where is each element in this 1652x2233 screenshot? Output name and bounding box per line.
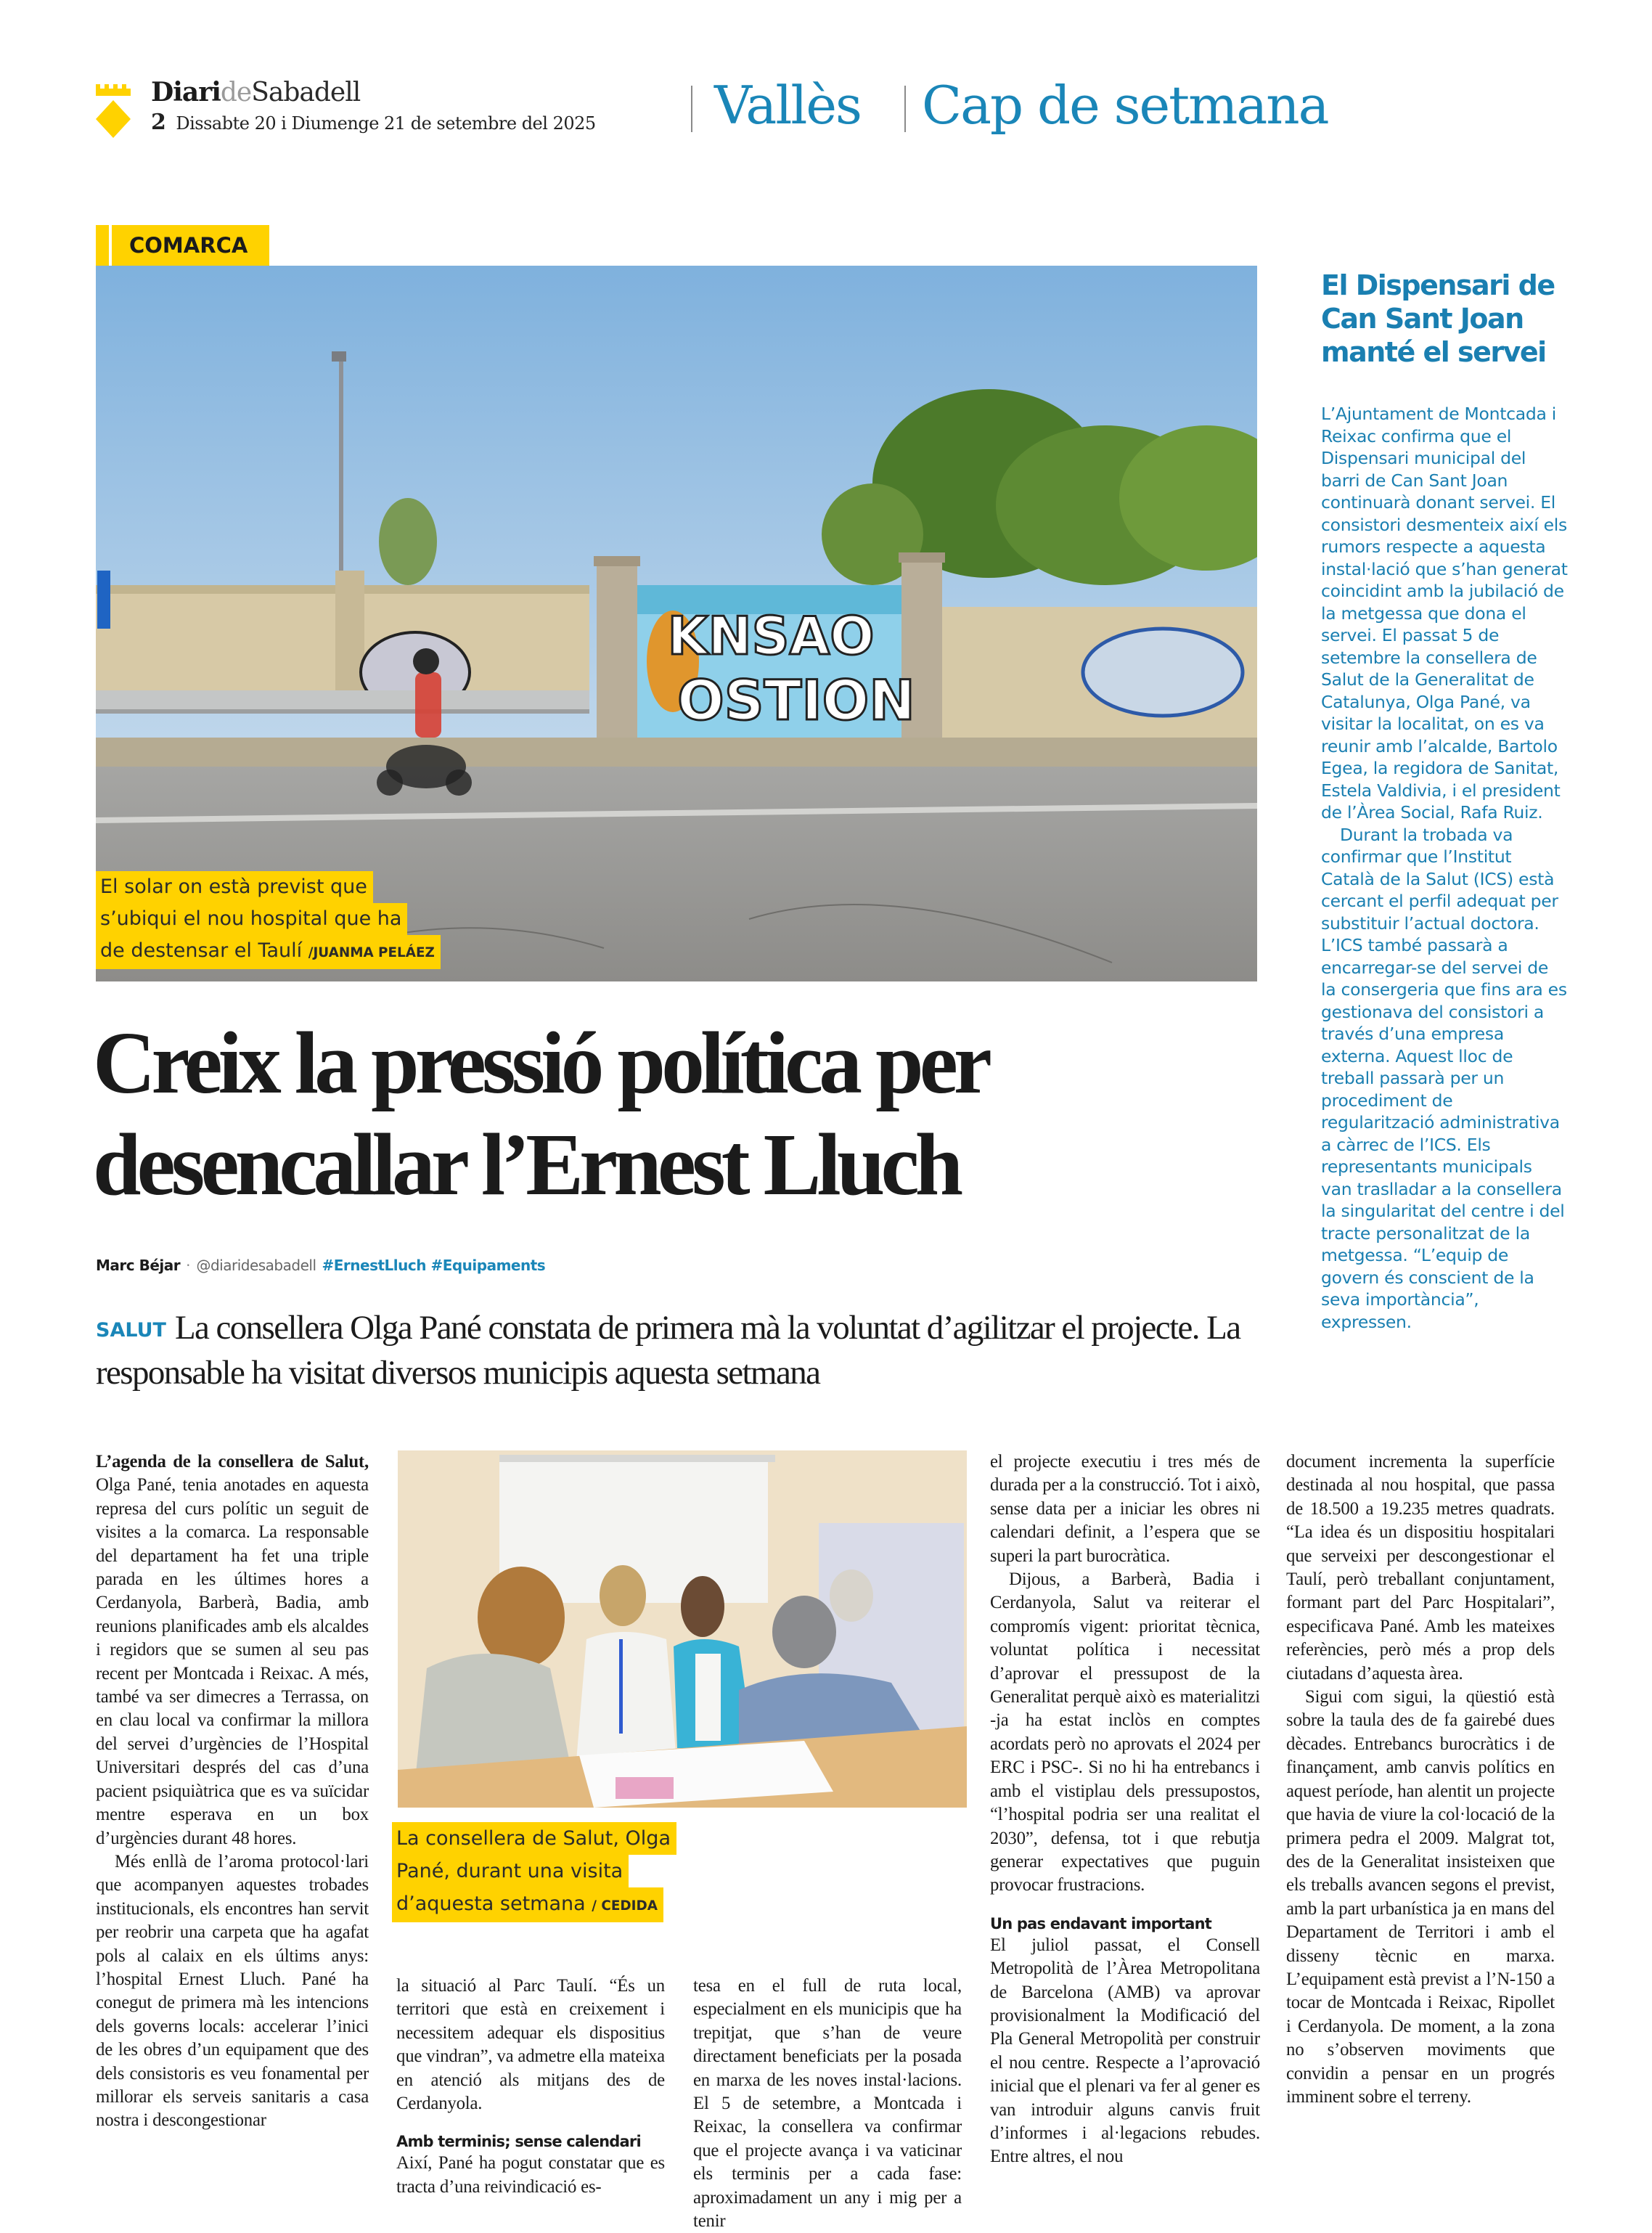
- caption-line: La consellera de Salut, Olga: [392, 1822, 676, 1855]
- section-subheading: Amb terminis; sense calendari: [396, 2133, 641, 2151]
- meeting-photo-caption: [392, 1822, 676, 1922]
- body-column-3: [693, 1975, 962, 2233]
- brand-de: de: [220, 78, 252, 107]
- article-headline: Creix la pressió política per desencallar l’Ernest Lluch: [93, 1014, 986, 1214]
- body-paragraph: Així, Pané ha pogut constatar que es tracta d’una reivindicació es-: [396, 2153, 665, 2197]
- category-tag[interactable]: [96, 225, 269, 266]
- subsection-title[interactable]: Cap de setmana: [922, 75, 1328, 136]
- brand-sabadell: Sabadell: [251, 78, 361, 107]
- body-paragraph: Dijous, a Barberà, Badia i Cerdanyola, Salut va reiterar el compromís vigent: prioritat tècnica, voluntat política i necessitat d’aprovar el pressupost de la Generalitat perquè això es materialitzi -ja ha estat inclòs en comptes acordats però no aprovats el 2024 per ERC i PSC-. Si no hi ha entrebancs i amb el vistiplau dels pressupostos, “l’hospital podria ser una realitat el 2030”, defensa, tot i que rebutja generar expectatives que puguin provocar frustracions.: [990, 1569, 1260, 1895]
- sidebar-paragraph: L’Ajuntament de Montcada i Reixac confirma que el Dispensari municipal del barri de Can Sant Joan continuarà donant servei. El consistori desmenteix així els rumors respecte a aquesta instal·lació que s’han generat coincidint amb la jubilació de la metgessa que dona el servei. El passat 5 de setembre la consellera de Salut de la Generalitat de Catalunya, Olga Pané, va visitar la localitat, on es va reunir amb l’alcalde, Bartolo Egea, la regidora de Sanitat, Estela Valdivia, i el president de l’Àrea Social, Rafa Ruiz.: [1321, 404, 1568, 822]
- byline: [96, 1254, 545, 1276]
- page-number: 2: [151, 110, 166, 135]
- body-paragraph: Sigui com sigui, la qüestió està sobre la taula des de fa gairebé dues dècades. Entrebancs burocràtics i de finançament, amb canvis polítics en aquest període, han alentit un projecte que havia de viure la col·locació de la primera pedra el 2009. Malgrat tot, des de la Generalitat insisteixen que els treballs avancen segons el previst, amb la part urbanística ja en mans del Departament de Territori i amb el disseny tècnic en marxa. L’equipament està previst a l’N-150 a tocar de Montcada i Reixac, Ripollet i Cerdanyola. De moment, a la zona no s’observen moviments que convidin a pensar en un progrés imminent sobre el terreny.: [1286, 1687, 1555, 2107]
- graffiti-text-1: KNSAO: [667, 605, 875, 666]
- graffiti-text-2: OSTION: [677, 668, 915, 732]
- main-photo-caption: [96, 871, 441, 969]
- brand-diari: Diari: [151, 77, 221, 107]
- category-tag-label: COMARCA: [129, 233, 248, 258]
- subhead-text: La consellera Olga Pané constata de primera mà la voluntat d’agilitzar el projecte. La responsable ha visitat diversos municipis aquesta setmana: [96, 1309, 1240, 1392]
- caption-line: s’ubiqui el nou hospital que ha: [96, 903, 407, 935]
- sidebar-body: [1321, 403, 1568, 1333]
- tag-stripe: [96, 225, 112, 266]
- section-divider: [904, 86, 906, 132]
- section-subheading: Un pas endavant important: [990, 1914, 1211, 1932]
- caption-line: d’aquesta setmana: [396, 1893, 586, 1915]
- page-info: [151, 112, 596, 134]
- body-column-4: [990, 1450, 1260, 2169]
- hashtags[interactable]: #ErnestLluch #Equipaments: [322, 1257, 546, 1274]
- photo-credit: /JUANMA PELÁEZ: [308, 945, 435, 960]
- body-paragraph: Més enllà de l’aroma protocol·lari que acompanyen aquestes trobades institucionals, els encontres han servit per reobrir una carpeta que ha agafat pols al calaix en els últims anys: l’hospital Ernest Lluch. Pané ha conegut de primera mà les intencions dels governs locals: accelerar l’inici de les obres d’un equipament que des dels consistoris es veu fonamental per millorar els serveis sanitaris a casa nostra i descongestionar: [96, 1851, 369, 2131]
- body-column-5: [1286, 1450, 1555, 2109]
- sidebar-paragraph: Durant la trobada va confirmar que l’Institut Català de la Salut (ICS) està cercant el perfil adequat per substituir l’actual doctora. L’ICS també passarà a encarregar-se del servei de la consergeria que fins ara es gestionava del consistori a través d’una empresa externa. Aquest lloc de treball passarà per un procediment de regularització administrativa a càrrec de l’ICS. Els representants municipals van traslladar a la consellera la singularitat del centre i del tracte personalitzat de la metgessa. “L’equip de govern és conscient de la seva importància”, expressen.: [1321, 824, 1567, 1332]
- newspaper-logo-crown-icon: [93, 81, 134, 139]
- body-paragraph: el projecte executiu i tres més de durada per a la construcció. Tot i això, sense data per a iniciar les obres ni calendari definit, a l’espera que se superi la part burocràtica.: [990, 1452, 1260, 1566]
- article-subhead: [96, 1307, 1257, 1395]
- body-paragraph: tesa en el full de ruta local, especialment en els municipis que ha trepitjat, que s’han de veure directament beneficiats per la posada en marxa de les noves instal·lacions. El 5 de setembre, a Montcada i Reixac, la consellera va confirmar que el projecte avança i va vaticinar els terminis per a cada fase: aproximadament un any i mig per a tenir: [693, 1976, 962, 2232]
- body-paragraph: document incrementa la superfície destinada al nou hospital, que passa de 18.500 a 19.235 metres quadrats. “La idea és un dispositiu hospitalari que serveixi per descongestionar el Taulí, però treballant conjuntament, formant part del Parc Hospitalari”, especificava Pané. Amb les mateixes referències, però més a prop dels ciutadans d’aquesta àrea.: [1286, 1452, 1555, 1683]
- section-divider: [691, 86, 692, 132]
- body-paragraph: la situació al Parc Taulí. “És un territori que està en creixement i necessitem adequar els dispositius que vindran”, va admetre ella mateixa en atenció als mitjans des de Cerdanyola.: [396, 1976, 665, 2114]
- caption-line: Pané, durant una visita: [392, 1855, 629, 1887]
- social-handle[interactable]: @diaridesabadell: [196, 1257, 316, 1274]
- paragraph-text: Olga Pané, tenia anotades en aquesta represa del curs polític un seguit de visites a la comarca. La responsable del departament ha fet una triple parada en les últimes hores a Cerdanyola, Barberà, Badia, amb reunions planificades amb els alcaldes i regidors que se sumen al seu pas recent per Montcada i Reixac. A més, també va ser dimecres a Terrassa, on en clau local va confirmar la millora del servei d’urgències de l’Hospital Universitari després del cas d’una pacient psiquiàtrica que es va suïcidar mentre esperava en un box d’urgències durant 48 hores.: [96, 1475, 369, 1848]
- caption-line: de destensar el Taulí: [100, 939, 303, 962]
- section-title[interactable]: Vallès: [714, 75, 861, 136]
- author-name[interactable]: Marc Béjar: [96, 1257, 181, 1274]
- photo-credit: / CEDIDA: [592, 1898, 658, 1914]
- meeting-scene-illustration: [398, 1450, 967, 1808]
- body-paragraph: [96, 1450, 369, 1850]
- meeting-photo[interactable]: [398, 1450, 967, 1808]
- body-column-1: [96, 1450, 369, 2133]
- issue-date: Dissabte 20 i Diumenge 21 de setembre del 2025: [176, 113, 596, 134]
- body-paragraph: El juliol passat, el Consell Metropolità de l’Àrea Metropolitana de Barcelona (AMB) va aprovar provisionalment la Modificació del Pla General Metropolità per construir el nou centre. Respecte a l’aprovació inicial que el plenari va fer al gener es van introduir alguns canvis fruit d’informes i al·legacions rebudes. Entre altres, el nou: [990, 1935, 1260, 2167]
- caption-line: El solar on està previst que: [96, 871, 373, 903]
- lead-in: L’agenda de la consellera de Salut,: [96, 1452, 369, 1471]
- byline-separator: ·: [186, 1257, 191, 1274]
- newspaper-brand[interactable]: [151, 77, 360, 108]
- body-column-2: [396, 1975, 665, 2199]
- kicker-label: SALUT: [96, 1319, 166, 1342]
- sidebar-title: El Dispensari de Can Sant Joan manté el servei: [1321, 269, 1555, 368]
